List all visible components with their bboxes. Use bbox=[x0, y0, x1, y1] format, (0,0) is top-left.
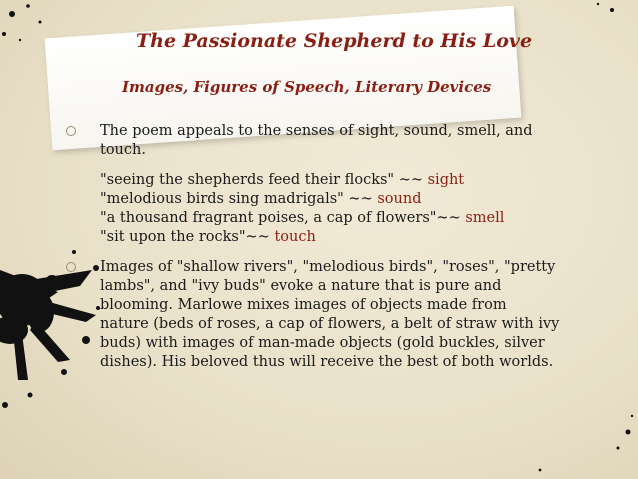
slide-title: The Passionate Shepherd to His Love bbox=[136, 30, 533, 52]
quote-line-touch bbox=[100, 228, 620, 247]
bullet-senses-line: touch. bbox=[100, 142, 146, 158]
sense-label: touch bbox=[274, 229, 316, 245]
quote-text: "sit upon the rocks"~~ bbox=[100, 229, 275, 245]
slide-body bbox=[100, 122, 620, 383]
quote-line-smell bbox=[100, 209, 620, 228]
bullet-senses-line: The poem appeals to the senses of sight, sound, smell, and bbox=[100, 123, 533, 139]
sense-label: sight bbox=[427, 172, 465, 188]
bullet-images-line: buds) with images of man-made objects (gold buckles, silver bbox=[100, 335, 545, 351]
quote-text: "seeing the shepherds feed their flocks" ~~ bbox=[100, 172, 428, 188]
bullet-images-line: dishes). His beloved thus will receive the best of both worlds. bbox=[100, 354, 554, 370]
bullet-images-line: lambs", and "ivy buds" evoke a nature that is pure and bbox=[100, 278, 502, 294]
bullet-images bbox=[100, 258, 620, 372]
quote-line-sight bbox=[100, 171, 620, 190]
bullet-circle-icon bbox=[66, 126, 76, 136]
slide-subtitle: Images, Figures of Speech, Literary Devices bbox=[122, 78, 492, 96]
bullet-senses bbox=[100, 122, 620, 160]
quote-text: "a thousand fragrant poises, a cap of flowers"~~ bbox=[100, 210, 466, 226]
bullet-circle-icon bbox=[66, 262, 76, 272]
bullet-images-line: blooming. Marlowe mixes images of objects made from bbox=[100, 297, 507, 313]
sense-label: smell bbox=[465, 210, 505, 226]
sense-label: sound bbox=[377, 191, 422, 207]
quote-list bbox=[100, 171, 620, 247]
bullet-images-line: nature (beds of roses, a cap of flowers, a belt of straw with ivy bbox=[100, 316, 560, 332]
bullet-images-line: Images of "shallow rivers", "melodious birds", "roses", "pretty bbox=[100, 259, 556, 275]
quote-text: "melodious birds sing madrigals" ~~ bbox=[100, 191, 378, 207]
quote-line-sound bbox=[100, 190, 620, 209]
